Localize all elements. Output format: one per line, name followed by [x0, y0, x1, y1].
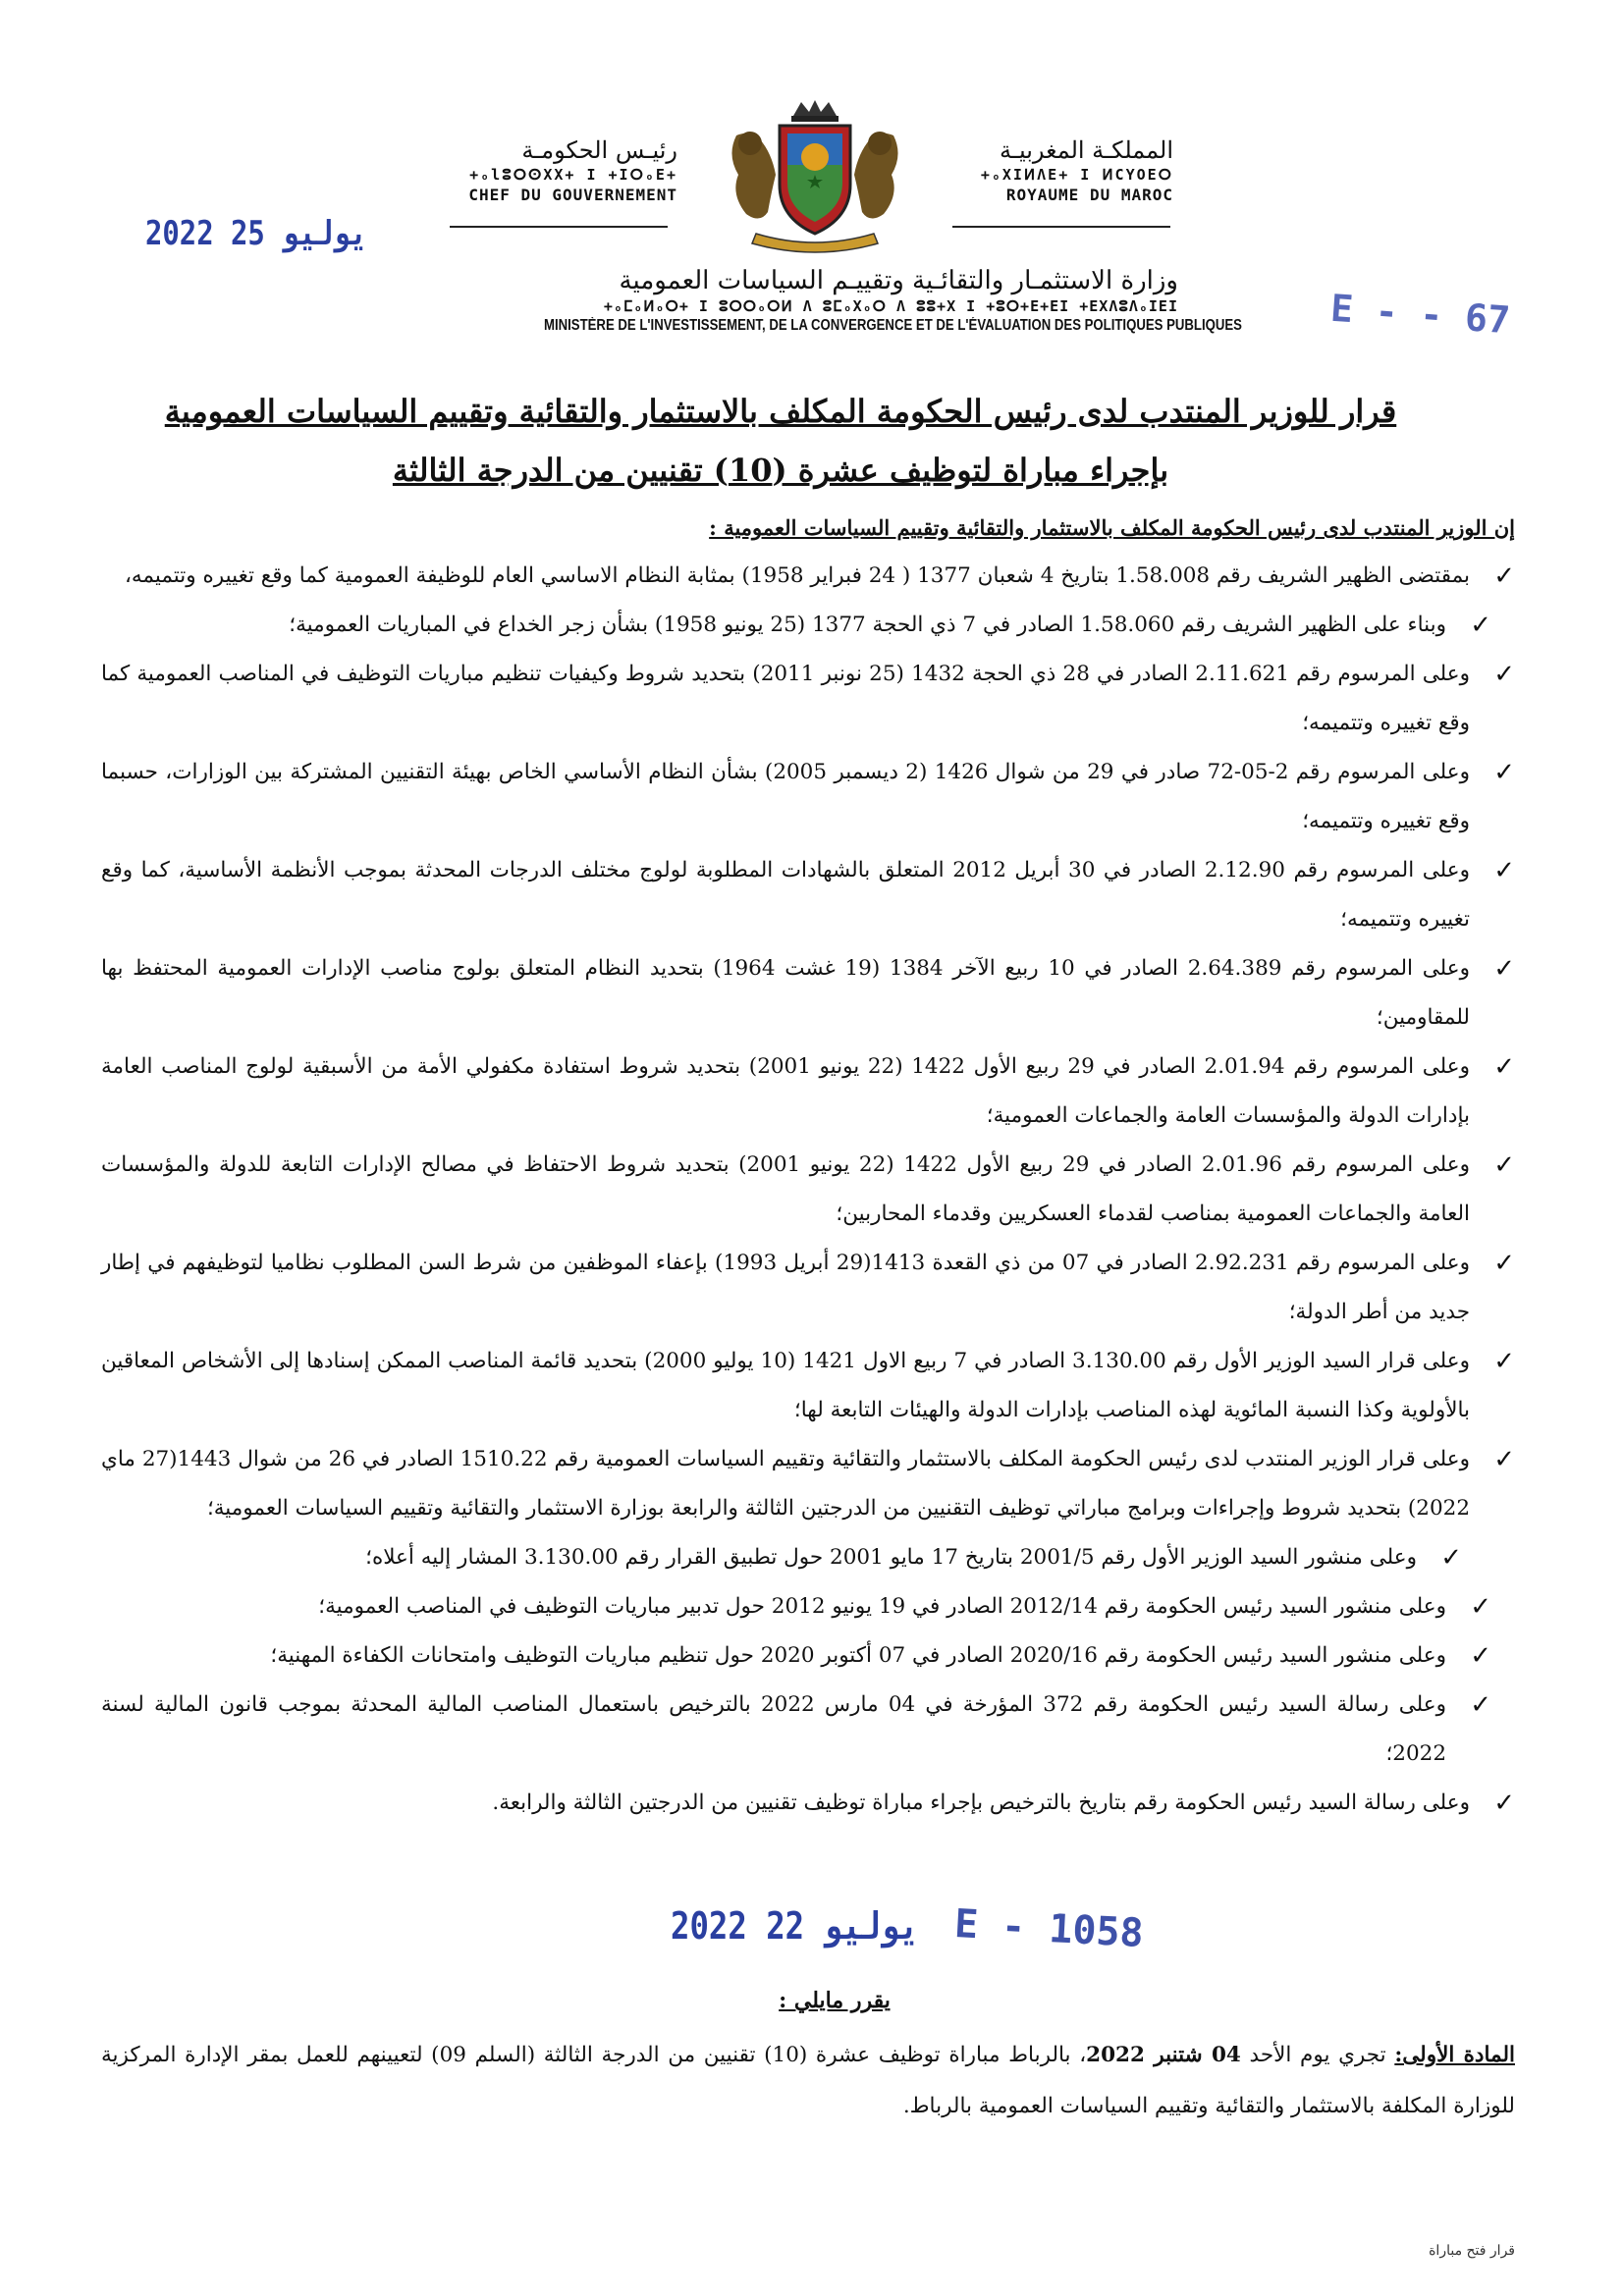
list-item: ✓ وعلى المرسوم رقم 2.64.389 الصادر في 10 ربيع الآخر 1384 (19 غشت 1964) بتحديد النظام المتعلق بولوج مناصب الإدارات العمومية المحتفظ بها للمقاومين؛	[101, 944, 1515, 1042]
list-item: ✓ وعلى قرار السيد الوزير الأول رقم 3.130.00 الصادر في 7 ربيع الاول 1421 (10 يوليو 2000) بتحديد قائمة المناصب الممكن إسنادها إلى الأشخاص المعاقين بالأولوية وكذا النسبة المائوية لهذه المناصب بإدارات الدولة والهيئات التابعة لها؛	[101, 1337, 1515, 1435]
decision-title-line1: قرار للوزير المنتدب لدى رئيس الحكومة المكلف بالاستثمار والتقائية وتقييم السياسات العمومية	[164, 393, 1397, 430]
morocco-coat-of-arms-icon	[717, 96, 913, 253]
article-1-label: المادة الأولى:	[1394, 2043, 1515, 2067]
article-1-date: 04 شتنبر 2022	[1086, 2043, 1241, 2067]
visa-list	[101, 552, 1515, 1828]
list-item: ✓ وعلى المرسوم رقم 2.01.94 الصادر في 29 ربيع الأول 1422 (22 يونيو 2001) بتحديد شروط استفادة مكفولي الأمة من الأسبقية لولوج المناصب العامة بإدارات الدولة والمؤسسات العامة والجماعات العمومية؛	[101, 1042, 1515, 1141]
header-right-block	[947, 135, 1173, 206]
check-mark-icon: ✓	[1493, 758, 1515, 787]
check-mark-icon: ✓	[1493, 954, 1515, 984]
check-mark-icon: ✓	[1493, 1052, 1515, 1082]
header-right-tifinagh: +ₒXIⵍΛE+ I ⵍCYOEⵔ	[980, 166, 1173, 184]
check-mark-icon: ✓	[1493, 660, 1515, 689]
check-mark-icon: ✓	[1470, 1690, 1491, 1720]
header-right-rule	[952, 226, 1170, 228]
check-mark-icon: ✓	[1440, 1543, 1462, 1573]
list-item: ✓ وعلى منشور السيد رئيس الحكومة رقم 2012/14 الصادر في 19 يونيو 2012 حول تدبير مباريات التوظيف في المناصب العمومية؛	[101, 1582, 1515, 1631]
check-mark-icon: ✓	[1493, 1249, 1515, 1278]
article-1	[101, 2030, 1515, 2132]
list-item: ✓ وبناء على الظهير الشريف رقم 1.58.060 الصادر في 7 ذي الحجة 1377 (25 يونيو 1958) بشأن زجر الخداع في المباريات العمومية؛	[101, 601, 1515, 650]
check-mark-icon: ✓	[1493, 856, 1515, 885]
list-item: ✓ وعلى منشور السيد رئيس الحكومة رقم 2020/16 الصادر في 07 أكتوبر 2020 حول تنظيم مباريات التوظيف وامتحانات الكفاءة المهنية؛	[101, 1631, 1515, 1681]
list-item: ✓ وعلى المرسوم رقم 2.12.90 الصادر في 30 أبريل 2012 المتعلق بالشهادات المطلوبة لولوج مختلف الدرجات المحدثة بموجب الأنظمة الأساسية، كما وقع تغييره وتتميمه؛	[101, 846, 1515, 944]
ministry-tifinagh: +ₒⵎₒⵍₒⵔ+ I ⵓⵔⵔₒⵔⵍ Λ ⵓⵎₒXₒⵔ Λ ⵓⵓ+X I +ⵓⵔ+E+EI +EXΛⵓΛₒIEI	[603, 297, 1178, 315]
article-1-text-b: ، بالرباط مباراة توظيف عشرة (10) تقنيين من الدرجة الثالثة (السلم 09) لتعيينهم للعمل بمقر الإدارة المركزية للوزارة المكلفة بالاستثمار والتقائية وتقييم السياسات العمومية بالرباط.	[101, 2043, 1515, 2118]
list-item: ✓ وعلى قرار الوزير المنتدب لدى رئيس الحكومة المكلف بالاستثمار والتقائية وتقييم السياسات العمومية رقم 1510.22 الصادر في 26 من شوال 1443(27 ماي 2022) بتحديد شروط وإجراءات وبرامج مباراتي توظيف التقنيين من الدرجتين الثالثة والرابعة بوزارة الاستثمار والتقائية وتقييم السياسات العمومية؛	[101, 1435, 1515, 1533]
list-item: ✓ وعلى رسالة السيد رئيس الحكومة رقم 372 المؤرخة في 04 مارس 2022 بالترخيص باستعمال المناصب المالية المحدثة بموجب قانون المالية لسنة 2022؛	[101, 1681, 1515, 1779]
date-stamp-authorization: 2022 يوليو 22	[671, 1904, 919, 1948]
check-mark-icon: ✓	[1493, 1150, 1515, 1180]
list-item: ✓ وعلى رسالة السيد رئيس الحكومة رقم بتاريخ بالترخيص بإجراء مباراة توظيف تقنيين من الدرجتين الثالثة والرابعة.	[101, 1779, 1515, 1828]
check-mark-icon: ✓	[1493, 1445, 1515, 1474]
date-stamp-top: 2022 يوليو 25	[145, 214, 368, 253]
preamble-intro: إن الوزير المنتدب لدى رئيس الحكومة المكلف بالاستثمار والتقائية وتقييم السياسات العمومية :	[709, 515, 1515, 540]
decision-title-line2: بإجراء مباراة لتوظيف عشرة (10) تقنيين من الدرجة الثالثة	[392, 452, 1169, 489]
list-item: ✓ وعلى المرسوم رقم 2.11.621 الصادر في 28 ذي الحجة 1432 (25 نونبر 2011) بتحديد شروط وكيفيات تنظيم مباريات التوظيف في المناصب العمومية كما وقع تغييره وتتميمه؛	[101, 650, 1515, 748]
header-left-arabic: رئيـس الحكومـة	[521, 136, 677, 164]
header-right-french: ROYAUME DU MAROC	[1005, 186, 1173, 204]
header-right-arabic: المملكـة المغربيـة	[1000, 136, 1173, 164]
check-mark-icon: ✓	[1470, 611, 1491, 640]
decides-heading: يقرر مايلي :	[779, 1988, 891, 2013]
header-left-rule	[450, 226, 668, 228]
list-item: ✓ وعلى المرسوم رقم 2-05-72 صادر في 29 من شوال 1426 (2 ديسمبر 2005) بشأن النظام الأساسي الخاص بهيئة التقنيين المشتركة بين الوزارات، حسبما وقع تغييره وتتميمه؛	[101, 748, 1515, 846]
check-mark-icon: ✓	[1493, 1789, 1515, 1818]
reference-stamp-authorization: E - 1058	[952, 1900, 1145, 1957]
check-mark-icon: ✓	[1470, 1592, 1491, 1622]
header-left-block	[437, 135, 677, 206]
header-left-tifinagh: +ₒlⵓⵔⵙXX+ I +IⵔₒE+	[469, 166, 677, 184]
page-footer-label: قرار فتح مباراة	[1429, 2243, 1515, 2259]
ministry-block	[432, 265, 1242, 336]
ministry-french: MINISTÈRE DE L'INVESTISSEMENT, DE LA CONVERGENCE ET DE L'ÉVALUATION DES POLITIQUES PUBLIQUES	[544, 317, 1242, 334]
check-mark-icon: ✓	[1493, 561, 1515, 591]
list-item: ✓ وعلى المرسوم رقم 2.01.96 الصادر في 29 ربيع الأول 1422 (22 يونيو 2001) بتحديد شروط الاحتفاظ في مصالح الإدارات التابعة للدولة والمؤسسات العامة والجماعات العمومية بمناصب لقدماء العسكريين وقدماء المحاربين؛	[101, 1141, 1515, 1239]
reference-stamp-top: E - - 67	[1328, 286, 1512, 343]
list-item: ✓ وعلى منشور السيد الوزير الأول رقم 2001/5 بتاريخ 17 مايو 2001 حول تطبيق القرار رقم 3.130.00 المشار إليه أعلاه؛	[101, 1533, 1515, 1582]
article-1-text-a: تجري يوم الأحد	[1249, 2043, 1386, 2067]
check-mark-icon: ✓	[1493, 1347, 1515, 1376]
list-item: ✓ وعلى المرسوم رقم 2.92.231 الصادر في 07 من ذي القعدة 1413(29 أبريل 1993) بإعفاء الموظفين من شرط السن المطلوب نظاميا لتوظيفهم في إطار جديد من أطر الدولة؛	[101, 1239, 1515, 1337]
check-mark-icon: ✓	[1470, 1641, 1491, 1671]
list-item: ✓ بمقتضى الظهير الشريف رقم 1.58.008 بتاريخ 4 شعبان 1377 ( 24 فبراير 1958) بمثابة النظام الاساسي العام للوظيفة العمومية كما وقع تغييره وتتميمه،	[101, 552, 1515, 601]
header-left-french: CHEF DU GOUVERNEMENT	[468, 186, 677, 204]
ministry-arabic: وزارة الاستثمـار والتقائـية وتقييـم السياسات العمومية	[619, 266, 1178, 295]
